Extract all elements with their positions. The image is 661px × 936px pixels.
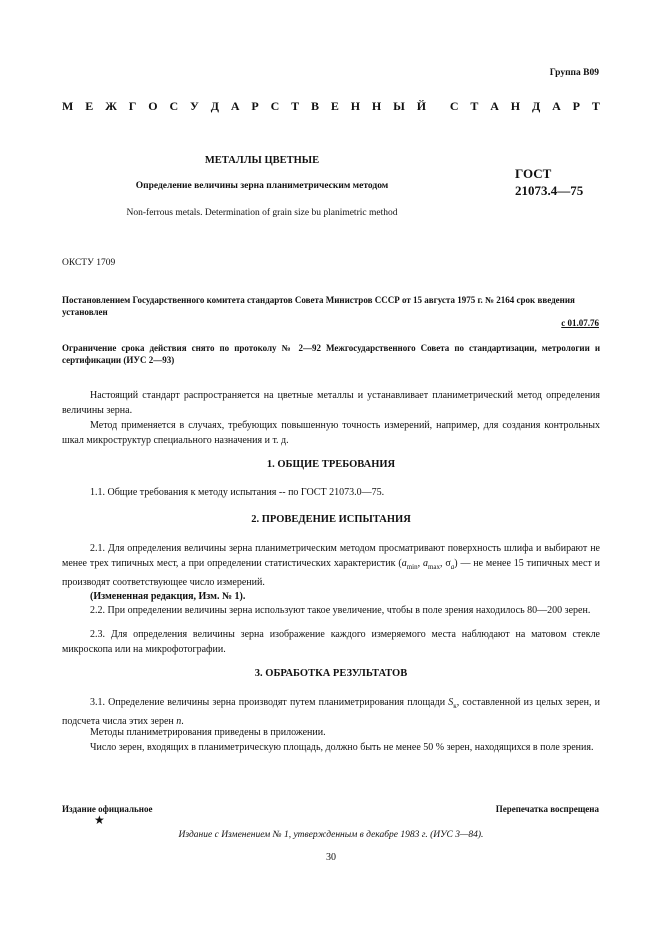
section-2-text-end: — не менее 15 типичных мест и производят соответствующее число измерений. <box>62 558 601 588</box>
symbol-a: a <box>422 558 428 569</box>
section-2-heading: 2. ПРОВЕДЕНИЕ ИСПЫТАНИЯ <box>251 514 411 525</box>
section-3-paragraph-1 <box>62 695 600 729</box>
okstu-code: ОКСТУ 1709 <box>62 258 116 268</box>
header-letter: Е <box>85 99 94 113</box>
header-letter: У <box>190 99 199 113</box>
header-letter: А <box>552 99 561 113</box>
section-2-paragraph-3: 2.3. Для определения величины зерна изображение каждого измеряемого места наблюдают на матовом стекле микроскопа или на микрофотографии. <box>62 629 600 655</box>
section-2-paragraph-2: 2.2. При определении величины зерна используют такое увеличение, чтобы в поле зрения находилось 80—200 зерен. <box>90 605 591 616</box>
header-letter: Т <box>470 99 479 113</box>
header-letter: Н <box>371 99 382 113</box>
header-letter: А <box>490 99 499 113</box>
header-letter: Ы <box>393 99 405 113</box>
header-letter: Н <box>510 99 521 113</box>
header-letter: С <box>270 99 280 113</box>
group-code: Группа В09 <box>549 68 599 78</box>
reprint-prohibited: Перепечатка воспрещена <box>495 804 599 814</box>
sub-k: к <box>453 702 457 710</box>
header-letter: С <box>169 99 179 113</box>
section-3-text: 3.1. Определение величины зерна производят путем планиметрирования площади <box>90 697 449 708</box>
header-letter: Р <box>572 99 580 113</box>
header-letter: Т <box>591 99 600 113</box>
official-edition: Издание официальное <box>62 804 153 814</box>
document-subtitle: Определение величины зерна планиметрическим методом <box>135 181 389 191</box>
header-letter: О <box>148 99 158 113</box>
header-letter: Т <box>291 99 300 113</box>
star-icon: ★ <box>94 813 105 827</box>
header-letter: В <box>310 99 319 113</box>
section-2-text: 2.1. Для определения величины зерна планиметрическим методом просматривают поверхность шлифа и выбирают не менее трех типичных мест, а при определении статистических характеристик <box>62 543 600 569</box>
section-3-text-mid: , составленной из целых зерен, и подсчета числа этих зерен <box>62 697 600 727</box>
header-letter: А <box>230 99 240 113</box>
header-letter: Ж <box>105 99 117 113</box>
header-letter: Д <box>210 99 219 113</box>
section-3-text-end: . <box>181 716 184 727</box>
edition-note: Издание с Изменением № 1, утвержденным в декабре 1983 г. (ИУС 3—84). <box>178 830 484 840</box>
header-letter: Р <box>251 99 259 113</box>
english-title: Non-ferrous metals. Determination of grain size bu planimetric method <box>126 208 398 218</box>
document-title: МЕТАЛЛЫ ЦВЕТНЫЕ <box>204 155 320 166</box>
symbol-s: S <box>448 697 454 708</box>
sub-max: max <box>427 563 440 571</box>
sub-sigma: a <box>450 563 455 571</box>
standard-header <box>62 99 600 114</box>
header-letter: С <box>449 99 459 113</box>
section-3-heading: 3. ОБРАБОТКА РЕЗУЛЬТАТОВ <box>254 668 408 679</box>
section-2-paragraph-1: 2.1. Для определения величины зерна планиметрическим методом просматривают поверхность шлифа и выбирают не менее трех типичных мест, а при определении статистических характеристик ($a_{min}$, $a_{max}$, $\sigma_a$) — не менее 15 типичных мест и производят соответствующее число измерений. <box>62 543 601 588</box>
section-3-paragraph-3: Число зерен, входящих в планиметрическую площадь, должно быть не менее 50 % зерен, находящихся в поле зрения. <box>90 742 594 753</box>
gost-code: 21073.4—75 <box>515 183 584 198</box>
header-letter: М <box>62 99 74 113</box>
header-letter: Г <box>128 99 137 113</box>
gost-label: ГОСТ <box>515 166 552 181</box>
header-letter: Д <box>531 99 541 113</box>
effective-date: с 01.07.76 <box>561 318 599 328</box>
limitation-text: Ограничение срока действия снято по протоколу № 2—92 Межгосударственного Совета по стандартизации, метрологии и сертификации (ИУС 2—93) <box>62 343 600 365</box>
sub-min: min <box>406 563 418 571</box>
page-number: 30 <box>326 852 336 863</box>
amendment-note: (Измененная редакция, Изм. № 1). <box>90 591 246 602</box>
intro-paragraph-1: Настоящий стандарт распространяется на цветные металлы и устанавливает планиметрический метод определения величины зерна. <box>62 390 600 416</box>
header-letter: Й <box>416 99 427 113</box>
symbol-a: a <box>401 558 407 569</box>
symbol-n: n <box>176 716 182 727</box>
header-letter: Е <box>330 99 339 113</box>
section-1-heading: 1. ОБЩИЕ ТРЕБОВАНИЯ <box>266 459 396 470</box>
section-3-paragraph-2: Методы планиметрирования приведены в приложении. <box>90 727 326 738</box>
section-1-paragraph: 1.1. Общие требования к методу испытания -- по ГОСТ 21073.0—75. <box>90 487 385 498</box>
decree-text: Постановлением Государственного комитета стандартов Совета Министров СССР от 15 августа 1975 г. № 2164 срок введения установлен <box>62 295 575 317</box>
symbol-sigma: σ <box>445 558 451 569</box>
intro-paragraph-2: Метод применяется в случаях, требующих повышенную точность измерений, например, для создания контрольных шкал микроструктур специального назначения и т. д. <box>62 420 600 446</box>
header-letter: Н <box>350 99 361 113</box>
gost-number <box>515 165 583 199</box>
